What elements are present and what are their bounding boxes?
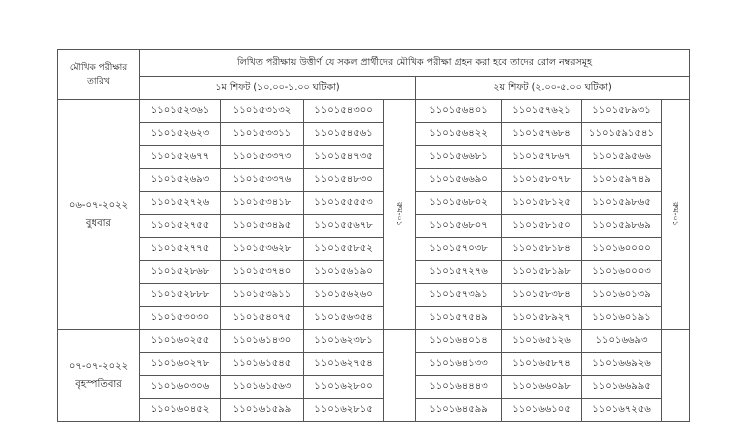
table-row bbox=[58, 215, 690, 238]
roll-number: ১১০১৫৯৫৬৬ bbox=[582, 146, 662, 169]
roll-number: ১১০১৬০৩০৬ bbox=[140, 376, 221, 399]
roll-number: ১১০১৬৪৪৪৩ bbox=[416, 376, 502, 399]
table-title: লিখিত পরীক্ষায় উত্তীর্ণ যে সকল প্রার্থীদের মৌখিক পরীক্ষা গ্রহন করা হবে তাদের রোল নম্বরসমূহ bbox=[140, 50, 690, 77]
roll-number: ১১০১৫৭০৩৮ bbox=[416, 238, 502, 261]
roll-number: ১১০১৫৭২৭৬ bbox=[416, 261, 502, 284]
roll-number: ১১০১৫৩০৩০ bbox=[140, 307, 221, 330]
roll-number: ১১০১৬১৫৪৫ bbox=[221, 353, 304, 376]
roll-number: ১১০১৫৮১৯৮ bbox=[502, 261, 582, 284]
roll-number: ১১০১৬২৩৮১ bbox=[304, 330, 384, 353]
table-body bbox=[58, 100, 690, 422]
table-row bbox=[58, 330, 690, 353]
roll-number: ১১০১৫৬৮০৭ bbox=[416, 215, 502, 238]
table-row bbox=[58, 123, 690, 146]
roll-number: ১১০১৬০০০০ bbox=[582, 238, 662, 261]
table-row bbox=[58, 307, 690, 330]
roll-number: ১১০১৫৫৫৫৩ bbox=[304, 192, 384, 215]
table-row bbox=[58, 284, 690, 307]
roll-number: ১১০১৫২৭৫৫ bbox=[140, 215, 221, 238]
exam-date: ০৬-০৭-২০২২ bbox=[68, 199, 129, 211]
roll-number: ১১০১৫৮৩৮৪ bbox=[502, 284, 582, 307]
roll-number: ১১০১৬২৮১৫ bbox=[304, 399, 384, 422]
roll-number: ১১০১৫৯৭৪৯ bbox=[582, 169, 662, 192]
roll-number: ১১০১৫৩৪১৮ bbox=[221, 192, 304, 215]
room-label bbox=[384, 330, 416, 422]
shift-1-header: ১ম শিফট (১০.০০-১.০০ ঘটিকা) bbox=[140, 77, 416, 100]
roll-number: ১১০১৬০২৫৫ bbox=[140, 330, 221, 353]
roll-number: ১১০১৬৪৫৯৯ bbox=[416, 399, 502, 422]
roll-number-table bbox=[57, 49, 690, 422]
roll-number: ১১০১৬০১৩৯ bbox=[582, 284, 662, 307]
roll-number: ১১০১৫৬৬৮১ bbox=[416, 146, 502, 169]
roll-number: ১১০১৬২৮০০ bbox=[304, 376, 384, 399]
roll-number: ১১০১৫৪৩০০ bbox=[304, 100, 384, 123]
roll-number: ১১০১৫৪৭৩৫ bbox=[304, 146, 384, 169]
roll-number: ১১০১৫৬৬৯০ bbox=[416, 169, 502, 192]
roll-number: ১১০১৫২৩৬১ bbox=[140, 100, 221, 123]
roll-number: ১১০১৫২৭৭৫ bbox=[140, 238, 221, 261]
date-header-line-2: তারিখ bbox=[87, 76, 110, 87]
roll-number: ১১০১৫৬৪০১ bbox=[416, 100, 502, 123]
roll-number: ১১০১৫৭৮৬৭ bbox=[502, 146, 582, 169]
roll-number: ১১০১৫৫৬৭৮ bbox=[304, 215, 384, 238]
roll-number: ১১০১৫৮৯২৭ bbox=[502, 307, 582, 330]
table-row bbox=[58, 261, 690, 284]
roll-number: ১১০১৬০১৯১ bbox=[582, 307, 662, 330]
table-row bbox=[58, 146, 690, 169]
room-label-text: রুম-০১ bbox=[671, 201, 680, 226]
roll-number: ১১০১৬৪০১৪ bbox=[416, 330, 502, 353]
roll-number: ১১০১৫৭৬৮৪ bbox=[502, 123, 582, 146]
room-label-text: রুম-০১ bbox=[395, 201, 404, 226]
roll-number: ১১০১৫৬৩৫৪ bbox=[304, 307, 384, 330]
table-row bbox=[58, 353, 690, 376]
exam-date: ০৭-০৭-২০২২ bbox=[68, 360, 129, 372]
roll-number: ১১০১৬২৭৫৪ bbox=[304, 353, 384, 376]
exam-day: বৃহস্পতিবার bbox=[75, 378, 122, 390]
roll-number: ১১০১৫৮৯৩১ bbox=[582, 100, 662, 123]
roll-number: ১১০১৫২৭২৬ bbox=[140, 192, 221, 215]
roll-number: ১১০১৫৬৮০২ bbox=[416, 192, 502, 215]
roll-number: ১১০১৫৮০৭৮ bbox=[502, 169, 582, 192]
table-row bbox=[58, 376, 690, 399]
roll-number: ১১০১৫২৬৭৭ bbox=[140, 146, 221, 169]
roll-number: ১১০১৬১৫৬৩ bbox=[221, 376, 304, 399]
roll-number: ১১০১৫৬১৯০ bbox=[304, 261, 384, 284]
roll-number: ১১০১৫৯৮৬৫ bbox=[582, 192, 662, 215]
roll-number: ১১০১৬১৪৩০ bbox=[221, 330, 304, 353]
roll-number: ১১০১৫৫৮৫২ bbox=[304, 238, 384, 261]
roll-number: ১১০১৬৪১৩৩ bbox=[416, 353, 502, 376]
roll-number: ১১০১৫৩১৩২ bbox=[221, 100, 304, 123]
exam-date-cell bbox=[58, 100, 140, 330]
roll-number: ১১০১৫২৮৮৮ bbox=[140, 284, 221, 307]
roll-number: ১১০১৫৮১৫০ bbox=[502, 215, 582, 238]
roll-number: ১১০১৫৬৪২২ bbox=[416, 123, 502, 146]
roll-number: ১১০১৫৪০৭৫ bbox=[221, 307, 304, 330]
roll-number: ১১০১৫৭৩৯১ bbox=[416, 284, 502, 307]
roll-number: ১১০১৫৩৪৯৫ bbox=[221, 215, 304, 238]
roll-number: ১১০১৬০০০৩ bbox=[582, 261, 662, 284]
roll-number: ১১০১৬৫১২৬ bbox=[502, 330, 582, 353]
table-row bbox=[58, 100, 690, 123]
roll-number: ১১০১৬৬৯৯৫ bbox=[582, 376, 662, 399]
roll-number: ১১০১৫৪৮৩০ bbox=[304, 169, 384, 192]
roll-number: ১১০১৫৪৫৬১ bbox=[304, 123, 384, 146]
roll-number: ১১০১৫৩৩৭৩ bbox=[221, 146, 304, 169]
room-label bbox=[384, 100, 416, 330]
roll-number: ১১০১৫৮১২৫ bbox=[502, 192, 582, 215]
roll-number: ১১০১৫৩৩১১ bbox=[221, 123, 304, 146]
roll-number: ১১০১৬০৪৫২ bbox=[140, 399, 221, 422]
roll-number: ১১০১৫৮১৮৪ bbox=[502, 238, 582, 261]
roll-number: ১১০১৫২৬২৩ bbox=[140, 123, 221, 146]
roll-number: ১১০১৫৭৬২১ bbox=[502, 100, 582, 123]
roll-number: ১১০১৬০২৭৮ bbox=[140, 353, 221, 376]
roll-number: ১১০১৬৫৮৭৪ bbox=[502, 353, 582, 376]
roll-number: ১১০১৬৬৯২৬ bbox=[582, 353, 662, 376]
roll-number: ১১০১৬৭২৫৬ bbox=[582, 399, 662, 422]
table-row bbox=[58, 238, 690, 261]
date-column-header bbox=[58, 50, 140, 100]
roll-number: ১১০১৫২৬৯৩ bbox=[140, 169, 221, 192]
roll-number: ১১০১৫৩৭৪০ bbox=[221, 261, 304, 284]
roll-number: ১১০১৫৯১৫৪১ bbox=[582, 123, 662, 146]
exam-date-cell bbox=[58, 330, 140, 422]
roll-number: ১১০১৫৬২৬০ bbox=[304, 284, 384, 307]
shift-2-header: ২য় শিফট (২.০০-৫.০০ ঘটিকা) bbox=[416, 77, 690, 100]
roll-number: ১১০১৫৯৮৬৯ bbox=[582, 215, 662, 238]
roll-number: ১১০১৫৩৬২৮ bbox=[221, 238, 304, 261]
roll-number: ১১০১৫৩৯১১ bbox=[221, 284, 304, 307]
table-row bbox=[58, 192, 690, 215]
roll-number: ১১০১৬৬১০৫ bbox=[502, 399, 582, 422]
date-header-line-1: মৌখিক পরীক্ষার bbox=[69, 62, 128, 73]
roll-number: ১১০১৬৬০৯৮ bbox=[502, 376, 582, 399]
roll-number: ১১০১৬১৫৯৯ bbox=[221, 399, 304, 422]
exam-day: বুধবার bbox=[85, 217, 112, 229]
room-label bbox=[662, 330, 690, 422]
table-row bbox=[58, 169, 690, 192]
room-label bbox=[662, 100, 690, 330]
roll-number: ১১০১৫৩৩৭৬ bbox=[221, 169, 304, 192]
table-row bbox=[58, 399, 690, 422]
roll-number: ১১০১৫২৮৬৮ bbox=[140, 261, 221, 284]
roll-number: ১১০১৫৭৫৪৯ bbox=[416, 307, 502, 330]
roll-number: ১১০১৬৬৯৩ bbox=[582, 330, 662, 353]
